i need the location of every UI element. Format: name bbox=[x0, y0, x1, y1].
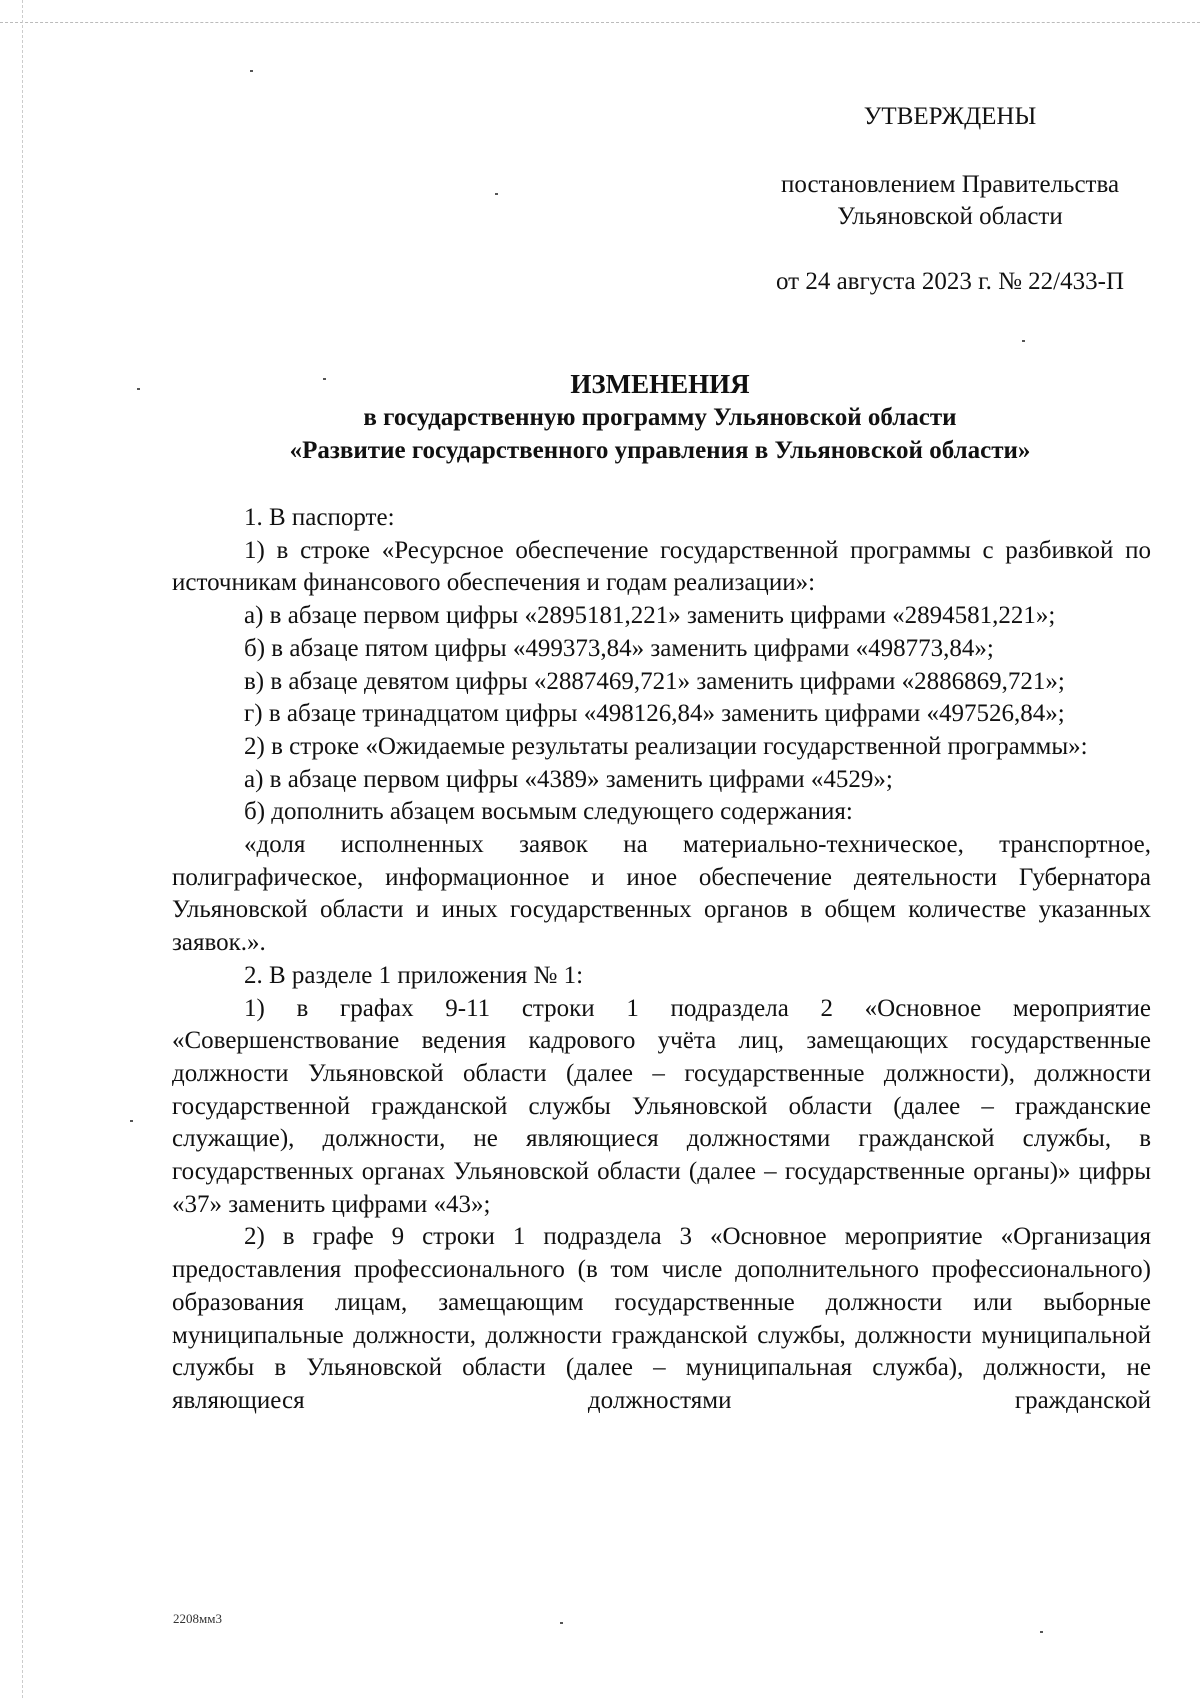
paragraph-2: 1) в строке «Ресурсное обеспечение государственной программы с разбивкой по источникам финансового обеспечения и годам реализации»: bbox=[172, 536, 1151, 597]
scan-speck bbox=[130, 1120, 133, 1122]
document-body bbox=[172, 502, 1151, 1418]
paragraph-8: а) в абзаце первом цифры «4389» заменить цифрами «4529»; bbox=[244, 765, 893, 793]
paragraph-1: 1. В паспорте: bbox=[244, 504, 395, 531]
paragraph-13: 2) в графе 9 строки 1 подраздела 3 «Основное мероприятие «Организация предоставления профессионального (в том числе дополнительного профессионального) образования лицам, замещающим государственные должности или выборные муниципальные должности, должности гражданской службы, должности муниципальной службы в Ульяновской области (далее – муниципальная служба), должности, не являющиеся должностями гражданской bbox=[172, 1223, 1151, 1414]
paragraph-3: а) в абзаце первом цифры «2895181,221» заменить цифрами «2894581,221»; bbox=[244, 602, 1056, 630]
scan-speck bbox=[250, 70, 253, 72]
title-line-2: в государственную программу Ульяновской области bbox=[363, 404, 957, 431]
paragraph-10: «доля исполненных заявок на материально-техническое, транспортное, полиграфическое, информационное и иное обеспечение деятельности Губернатора Ульяновской области и иных государственных органов в общем количестве указанных заявок.». bbox=[172, 831, 1151, 957]
title-main: ИЗМЕНЕНИЯ bbox=[570, 369, 750, 399]
paragraph-6: г) в абзаце тринадцатом цифры «498126,84» заменить цифрами «497526,84»; bbox=[244, 700, 1065, 728]
scan-speck bbox=[1040, 1631, 1043, 1633]
paragraph-12: 1) в графах 9-11 строки 1 подраздела 2 «Основное мероприятие «Совершенствование ведения кадрового учёта лиц, замещающих государственные должности Ульяновской области (далее – государственные должности), должности государственной гражданской службы Ульяновской области (далее – гражданские служащие), должности, не являющиеся должностями гражданской службы, в государственных органах Ульяновской области (далее – государственные органы)» цифры «37» заменить цифрами «43»; bbox=[172, 994, 1151, 1218]
scan-speck bbox=[560, 1622, 563, 1624]
scan-speck bbox=[323, 378, 326, 380]
title-line-3: «Развитие государственного управления в Ульяновской области» bbox=[289, 437, 1031, 464]
scan-speck bbox=[495, 193, 498, 195]
decree-date-number: от 24 августа 2023 г. № 22/433-П bbox=[775, 268, 1125, 295]
footer-code: 2208мм3 bbox=[173, 1611, 222, 1626]
paragraph-4: б) в абзаце пятом цифры «499373,84» заменить цифрами «498773,84»; bbox=[244, 634, 994, 662]
decree-line-2: Ульяновской области bbox=[837, 203, 1063, 230]
approval-stamp: УТВЕРЖДЕНЫ bbox=[863, 103, 1037, 130]
paragraph-9: б) дополнить абзацем восьмым следующего содержания: bbox=[244, 798, 853, 826]
paragraph-5: в) в абзаце девятом цифры «2887469,721» заменить цифрами «2886869,721»; bbox=[244, 667, 1065, 695]
scan-edge-top bbox=[0, 22, 1200, 23]
decree-line-1: постановлением Правительства bbox=[780, 171, 1120, 198]
document-title bbox=[170, 368, 1150, 467]
scan-edge-left bbox=[22, 0, 23, 1698]
paragraph-11: 2. В разделе 1 приложения № 1: bbox=[244, 961, 584, 989]
scan-speck bbox=[137, 388, 140, 390]
scan-speck bbox=[1022, 340, 1025, 342]
paragraph-7: 2) в строке «Ожидаемые результаты реализации государственной программы»: bbox=[244, 732, 1088, 760]
